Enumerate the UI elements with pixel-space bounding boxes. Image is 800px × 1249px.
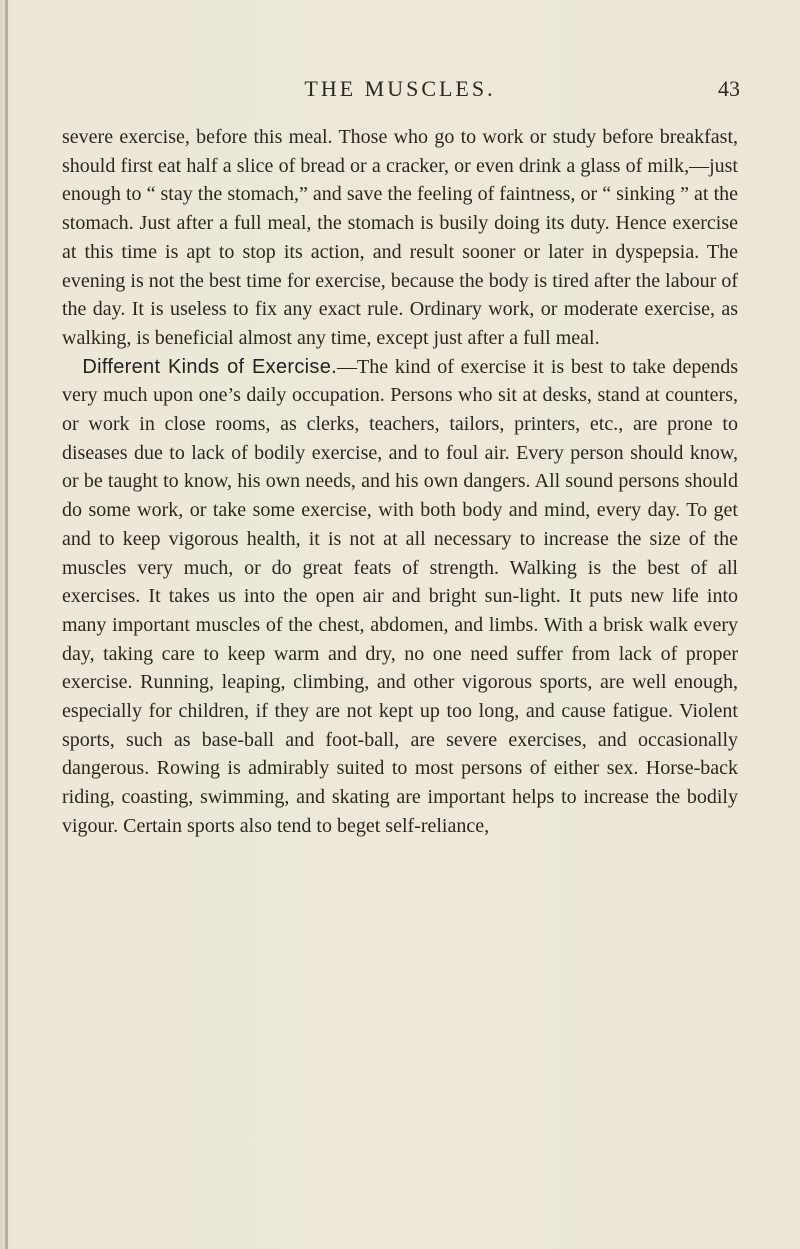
running-head: THE MUSCLES. [304, 76, 496, 101]
paragraph-body: —The kind of exercise it is best to take depends very much upon one’s daily occupation. Persons who sit at desks, stand at counters, or work in close rooms, as clerks, teachers, tailors, printers, etc., are prone to diseases due to lack of bodily exercise, and to foul air. Every person should know, or be taught to know, his own needs, and his own dangers. All sound persons should do some work, or take some exercise, with both body and mind, every day. To get and to keep vigorous health, it is not at all necessary to increase the size of the muscles very much, or do great feats of strength. Walking is the best of all exercises. It takes us into the open air and bright sun-light. It puts new life into many important muscles of the chest, abdomen, and limbs. With a brisk walk every day, taking care to keep warm and dry, no one need suffer from lack of proper exercise. Running, leaping, climbing, and other vigorous sports, are well enough, especially for children, if they are not kept up too long, and cause fatigue. Violent sports, such as base-ball and foot-ball, are severe exercises, and occasionally dangerous. Rowing is admirably suited to most persons of either sex. Horse-back riding, coasting, swimming, and skating are important helps to increase the bodily vigour. Certain sports also tend to beget self-reliance, [62, 355, 738, 837]
paragraph-different-kinds [62, 353, 738, 841]
paragraph-continued: severe exercise, before this meal. Those who go to work or study before breakfast, should first eat half a slice of bread or a cracker, or even drink a glass of milk,—just enough to “ stay the stomach,” and save the feeling of faintness, or “ sinking ” at the stomach. Just after a full meal, the stomach is busily doing its duty. Hence exercise at this time is apt to stop its action, and result sooner or later in dyspepsia. The evening is not the best time for exercise, because the body is tired after the labour of the day. It is useless to fix any exact rule. Ordinary work, or moderate exercise, as walking, is beneficial almost any time, except just after a full meal. [62, 126, 738, 349]
page-header [0, 72, 800, 112]
section-heading: Different Kinds of Exercise. [82, 355, 337, 378]
page-number: 43 [718, 76, 740, 101]
body-text [62, 123, 738, 841]
page-binding-edge [5, 0, 8, 1249]
